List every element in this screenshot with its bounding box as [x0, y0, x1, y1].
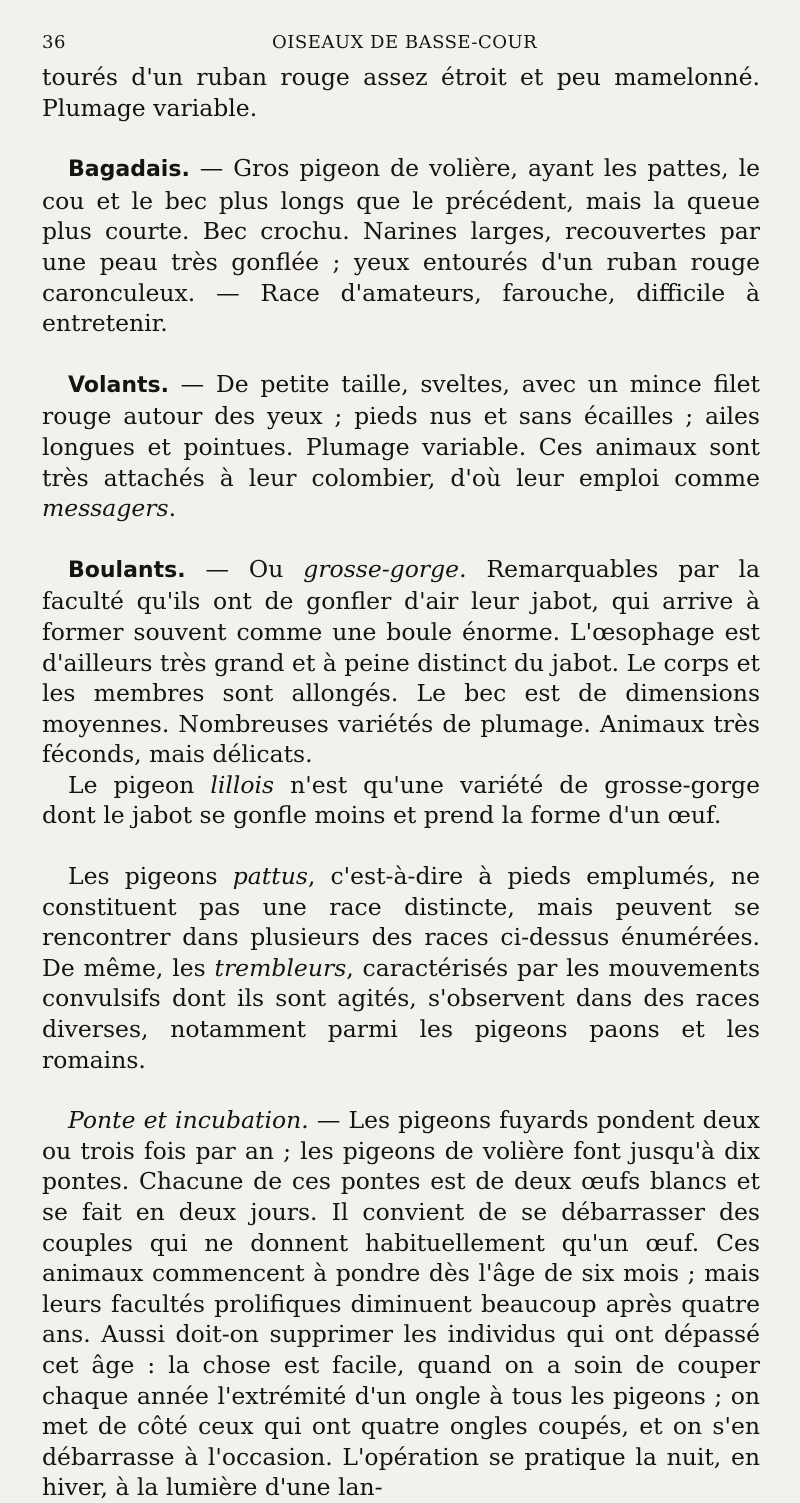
- paragraph-text: — Les pigeons fuyards pondent deux ou trois fois par an ; les pigeons de volière font jusqu'à dix pontes. Chacune de ces pontes est de deux œufs blancs et se fait en deux jours. Il convient de se débarrasser des couples qui ne donnent habituellement qu'un œuf. Ces animaux commencent à pondre dès l'âge de six mois ; mais leurs facultés prolifiques diminuent beaucoup après quatre ans. Aussi doit-on supprimer les individus qui ont dépassé cet âge : la chose est facile, quand on a soin de couper chaque année l'extrémité d'un ongle à tous les pigeons ; on met de côté ceux qui ont quatre ongles coupés, et on s'en débarrasse à l'occasion. L'opération se pratique la nuit, en hiver, à la lumière d'une lan-: [42, 1106, 760, 1502]
- italic-term: trembleurs: [214, 953, 347, 982]
- book-page: [42, 28, 761, 1502]
- paragraph-volants: [42, 369, 760, 524]
- paragraph-lillois: [42, 770, 760, 831]
- paragraph-text: — Ou: [185, 554, 304, 583]
- paragraph-pattus: [42, 861, 760, 1075]
- page-header: [42, 28, 760, 62]
- italic-term: lillois: [210, 770, 275, 799]
- paragraph-text: , c'est-à-dire à pieds emplumés, ne constituent pas une race distincte, mais peuvent se rencontrer dans plusieurs des races ci-dessus énumérées. De même, les: [42, 862, 760, 982]
- entry-term: Bagadais.: [68, 157, 190, 183]
- running-title: OISEAUX DE BASSE-COUR: [272, 32, 538, 53]
- entry-term: Volants.: [68, 372, 169, 398]
- entry-term: Boulants.: [68, 557, 186, 583]
- italic-term: pattus: [232, 862, 308, 891]
- paragraph-end: .: [168, 494, 177, 523]
- paragraph-ponte: [42, 1105, 760, 1503]
- paragraph-continuation: [42, 62, 760, 123]
- paragraph-text: tourés d'un ruban rouge assez étroit et peu mamelonné. Plumage variable.: [42, 63, 760, 122]
- paragraph-bagadais: [42, 153, 760, 339]
- section-heading: Ponte et incubation.: [68, 1106, 309, 1135]
- paragraph-text: Les pigeons: [68, 862, 233, 891]
- paragraph-text: Le pigeon: [68, 770, 211, 799]
- paragraph-text: n'est qu'une variété de grosse-gorge dont le jabot se gonfle moins et prend la forme d'un œuf.: [42, 770, 760, 830]
- paragraph-text: — De petite taille, sveltes, avec un mince filet rouge autour des yeux ; pieds nus et sans écailles ; ailes longues et pointues. Plumage variable. Ces animaux sont très attachés à leur colombier, d'où leur emploi comme: [42, 369, 760, 492]
- paragraph-text: . Remarquables par la faculté qu'ils ont de gonfler d'air leur jabot, qui arrive à former souvent comme une boule énorme. L'œsophage est d'ailleurs très grand et à peine distinct du jabot. Le corps et les membres sont allongés. Le bec est de dimensions moyennes. Nombreuses variétés de plumage. Animaux très féconds, mais délicats.: [42, 554, 760, 769]
- page-number: 36: [42, 32, 66, 53]
- paragraph-text: , caractérisés par les mouvements convulsifs dont ils sont agités, s'observent dans des races diverses, notamment parmi les pigeons paons et les romains.: [42, 953, 761, 1074]
- italic-term: messagers: [42, 494, 169, 523]
- paragraph-text: — Gros pigeon de volière, ayant les pattes, le cou et le bec plus longs que le précédent, mais la queue plus courte. Bec crochu. Narines larges, recouvertes par une peau très gonflée ; yeux entourés d'un ruban rouge caronculeux. — Race d'amateurs, farouche, difficile à entretenir.: [42, 154, 760, 338]
- body-text: [42, 62, 760, 1503]
- paragraph-boulants: [42, 554, 760, 770]
- italic-term: grosse-gorge: [303, 554, 460, 583]
